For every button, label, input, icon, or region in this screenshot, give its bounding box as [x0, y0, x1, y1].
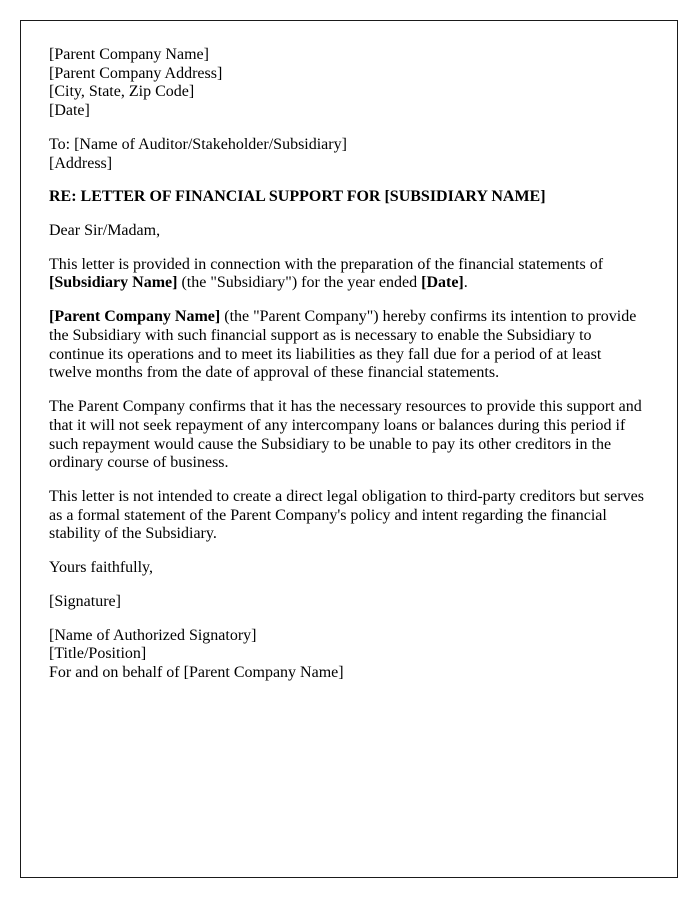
para2-run2: (the "Parent Company") hereby confirms its intention to provide the Subsidiary with such financial support as is necessary to enable the Subsidiary to continue its operations and to meet its liabilities as they fall due for a period of at least twelve months from the date of approval of these financial statements. — [49, 308, 637, 382]
paragraph-support-confirmation — [49, 308, 647, 383]
para2-parent-company-name: [Parent Company Name] — [49, 308, 221, 326]
letter-body — [49, 46, 647, 683]
para1-run1: This letter is provided in connection with the preparation of the financial statements of — [49, 255, 604, 273]
signatory-behalf: For and on behalf of [Parent Company Name] — [49, 663, 344, 681]
closing: Yours faithfully, — [49, 559, 154, 577]
recipient-address: [Address] — [49, 154, 113, 172]
recipient-to-line: To: [Name of Auditor/Stakeholder/Subsidiary] — [49, 135, 347, 153]
sender-company-address: [Parent Company Address] — [49, 64, 223, 82]
signatory-block — [49, 627, 647, 683]
signatory-name: [Name of Authorized Signatory] — [49, 626, 257, 644]
para1-subsidiary-name: [Subsidiary Name] — [49, 274, 178, 292]
paragraph-legal-disclaimer: This letter is not intended to create a direct legal obligation to third-party creditors but serves as a formal statement of the Parent Company's policy and intent regarding the financial stability of the Subsidiary. — [49, 487, 644, 543]
sender-date: [Date] — [49, 102, 90, 120]
sender-block — [49, 46, 647, 121]
signatory-title: [Title/Position] — [49, 645, 147, 663]
para1-date: [Date] — [421, 274, 464, 292]
letter-page — [20, 20, 678, 878]
sender-company-name: [Parent Company Name] — [49, 46, 209, 63]
paragraph-financial-statements — [49, 256, 647, 293]
sender-city-state-zip: [City, State, Zip Code] — [49, 83, 195, 101]
para1-run3: (the "Subsidiary") for the year ended — [177, 274, 422, 292]
paragraph-resources: The Parent Company confirms that it has the necessary resources to provide this support and that it will not seek repayment of any intercompany loans or balances during this period if such repayment would cause the Subsidiary to be unable to pay its other creditors in the ordinary course of business. — [49, 398, 642, 472]
salutation: Dear Sir/Madam, — [49, 222, 161, 240]
signature-placeholder: [Signature] — [49, 592, 121, 610]
recipient-block — [49, 136, 647, 173]
subject-line: RE: LETTER OF FINANCIAL SUPPORT FOR [SUBSIDIARY NAME] — [49, 188, 546, 206]
para1-run5: . — [463, 274, 468, 292]
